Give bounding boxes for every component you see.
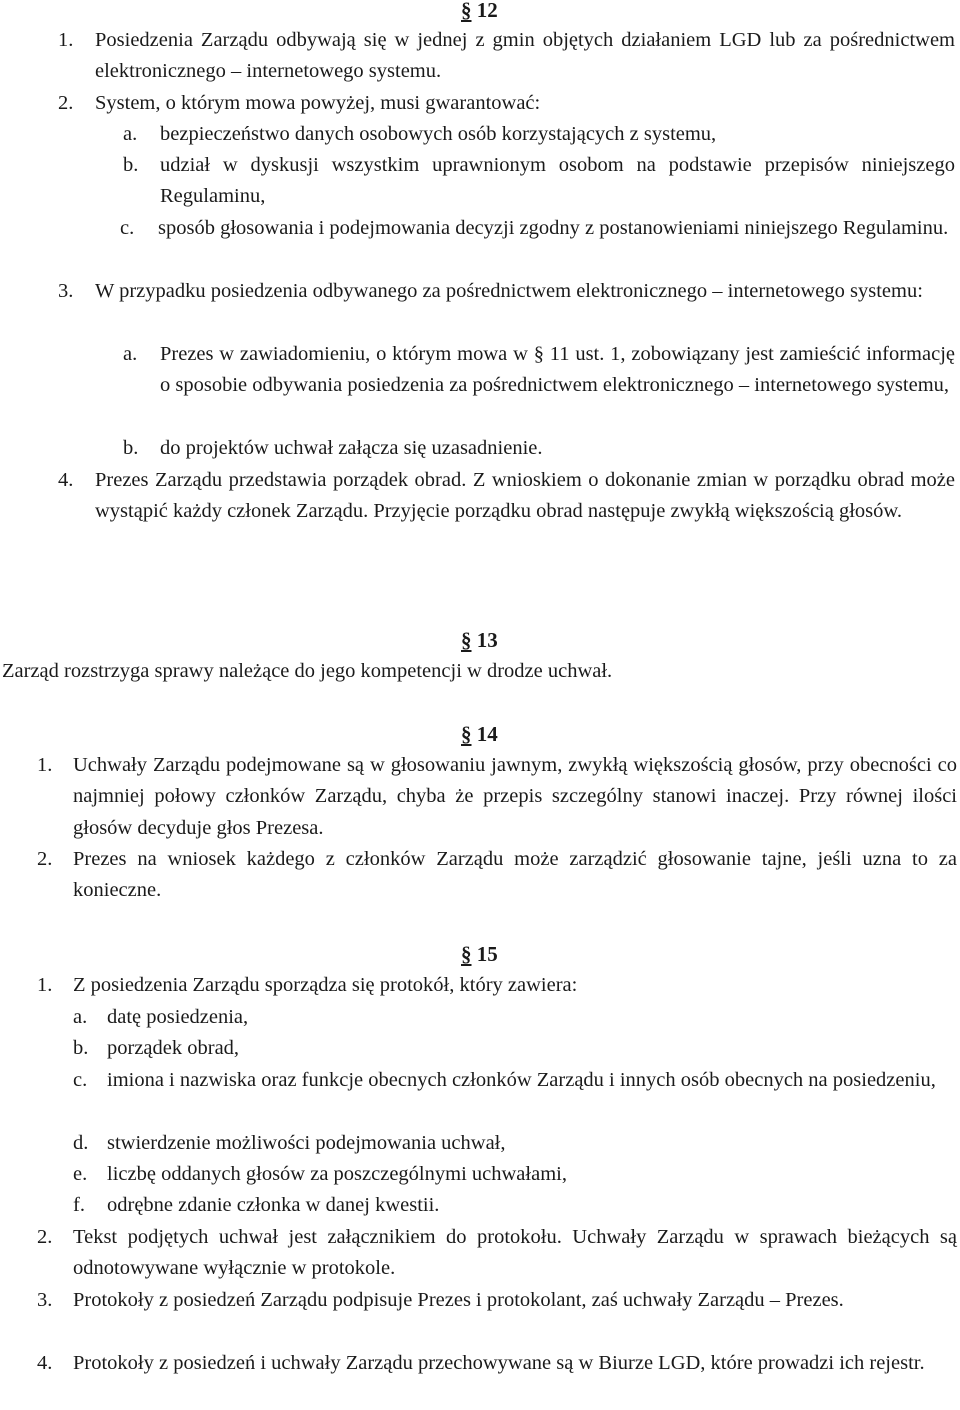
item-text: W przypadku posiedzenia odbywanego za pośrednictwem elektronicznego – internetowego systemu: bbox=[95, 280, 923, 302]
list-item bbox=[73, 1033, 957, 1064]
item-label: c. bbox=[120, 217, 135, 239]
item-label: b. bbox=[123, 154, 139, 176]
section-number: 15 bbox=[476, 942, 498, 966]
item-label: a. bbox=[73, 1006, 88, 1028]
item-label: c. bbox=[73, 1069, 88, 1091]
item-label: 2. bbox=[37, 848, 53, 870]
section-heading-13 bbox=[461, 628, 498, 652]
item-label: a. bbox=[123, 343, 138, 365]
section-number: 14 bbox=[476, 722, 498, 746]
section-symbol: § bbox=[461, 942, 472, 966]
list-item bbox=[73, 1159, 957, 1190]
item-label: 2. bbox=[58, 92, 74, 114]
item-label: 1. bbox=[37, 754, 53, 776]
item-label: b. bbox=[123, 437, 139, 459]
item-text: Protokoły z posiedzeń Zarządu podpisuje Prezes i protokolant, zaś uchwały Zarządu – Prezes. bbox=[73, 1289, 844, 1311]
list-item bbox=[117, 213, 955, 244]
item-text: Prezes w zawiadomieniu, o którym mowa w § 11 ust. 1, zobowiązany jest zamieścić informację o sposobie odbywania posiedzenia za pośrednictwem elektronicznego – internetowego systemu, bbox=[160, 343, 955, 397]
item-label: 4. bbox=[37, 1352, 53, 1374]
item-text: liczbę oddanych głosów za poszczególnymi uchwałami, bbox=[107, 1163, 567, 1185]
item-text: Z posiedzenia Zarządu sporządza się protokół, który zawiera: bbox=[73, 974, 578, 996]
list-item bbox=[123, 339, 955, 402]
section-heading-12 bbox=[461, 0, 498, 22]
list-item bbox=[37, 844, 957, 907]
item-label: 4. bbox=[58, 469, 74, 491]
section-symbol: § bbox=[461, 0, 472, 22]
item-text: odrębne zdanie członka w danej kwestii. bbox=[107, 1194, 440, 1216]
item-text: imiona i nazwiska oraz funkcje obecnych członków Zarządu i innych osób obecnych na posiedzeniu, bbox=[107, 1069, 936, 1091]
item-text: Prezes Zarządu przedstawia porządek obrad. Z wnioskiem o dokonanie zmian w porządku obrad może wystąpić każdy członek Zarządu. Przyjęcie porządku obrad następuje zwykłą większością głosów. bbox=[95, 469, 955, 523]
item-text: do projektów uchwał załącza się uzasadnienie. bbox=[160, 437, 543, 459]
item-text: Tekst podjętych uchwał jest załącznikiem do protokołu. Uchwały Zarządu w sprawach bieżących są odnotowywane wyłącznie w protokole. bbox=[73, 1226, 957, 1280]
item-label: a. bbox=[123, 123, 138, 145]
list-item bbox=[37, 750, 957, 844]
list-item bbox=[73, 1190, 957, 1221]
item-label: d. bbox=[73, 1132, 89, 1154]
section-text: Zarząd rozstrzyga sprawy należące do jego kompetencji w drodze uchwał. bbox=[2, 660, 613, 682]
list-item bbox=[123, 150, 955, 213]
item-text: udział w dyskusji wszystkim uprawnionym osobom na podstawie przepisów niniejszego Regulaminu, bbox=[160, 154, 955, 208]
item-text: System, o którym mowa powyżej, musi gwarantować: bbox=[95, 92, 541, 114]
list-item bbox=[37, 970, 957, 1001]
item-text: Uchwały Zarządu podejmowane są w głosowaniu jawnym, zwykłą większością głosów, przy obecności co najmniej połowy członków Zarządu, chyba że przepis szczególny stanowi inaczej. Przy równej ilości głosów decyduje głos Prezesa. bbox=[73, 754, 957, 839]
list-item bbox=[123, 433, 955, 464]
item-label: 1. bbox=[37, 974, 53, 996]
list-item bbox=[37, 1222, 957, 1285]
item-text: sposób głosowania i podejmowania decyzji zgodny z postanowieniami niniejszego Regulaminu. bbox=[158, 217, 949, 239]
item-label: e. bbox=[73, 1163, 88, 1185]
list-item bbox=[73, 1002, 957, 1033]
section-symbol: § bbox=[461, 628, 472, 652]
list-item bbox=[123, 119, 955, 150]
list-item bbox=[37, 1348, 957, 1379]
item-label: b. bbox=[73, 1037, 89, 1059]
section-number: 12 bbox=[476, 0, 498, 22]
list-item bbox=[58, 25, 955, 88]
list-item bbox=[73, 1128, 957, 1159]
item-text: stwierdzenie możliwości podejmowania uchwał, bbox=[107, 1132, 506, 1154]
section-heading-14 bbox=[461, 722, 498, 746]
section-symbol: § bbox=[461, 722, 472, 746]
item-text: Prezes na wniosek każdego z członków Zarządu może zarządzić głosowanie tajne, jeśli uzna to za konieczne. bbox=[73, 848, 957, 902]
list-item bbox=[58, 276, 955, 307]
list-item bbox=[58, 88, 955, 119]
item-label: 2. bbox=[37, 1226, 53, 1248]
item-text: Posiedzenia Zarządu odbywają się w jednej z gmin objętych działaniem LGD lub za pośrednictwem elektronicznego – internetowego systemu. bbox=[95, 29, 955, 83]
item-text: Protokoły z posiedzeń i uchwały Zarządu przechowywane są w Biurze LGD, które prowadzi ich rejestr. bbox=[73, 1352, 925, 1374]
list-item bbox=[73, 1065, 957, 1096]
item-label: 1. bbox=[58, 29, 74, 51]
item-text: datę posiedzenia, bbox=[107, 1006, 249, 1028]
section-heading-15 bbox=[461, 942, 498, 966]
item-label: 3. bbox=[58, 280, 74, 302]
list-item bbox=[58, 465, 955, 528]
item-label: f. bbox=[73, 1194, 85, 1216]
list-item bbox=[37, 1285, 957, 1316]
item-text: bezpieczeństwo danych osobowych osób korzystających z systemu, bbox=[160, 123, 717, 145]
item-text: porządek obrad, bbox=[107, 1037, 240, 1059]
section-number: 13 bbox=[476, 628, 498, 652]
item-label: 3. bbox=[37, 1289, 53, 1311]
